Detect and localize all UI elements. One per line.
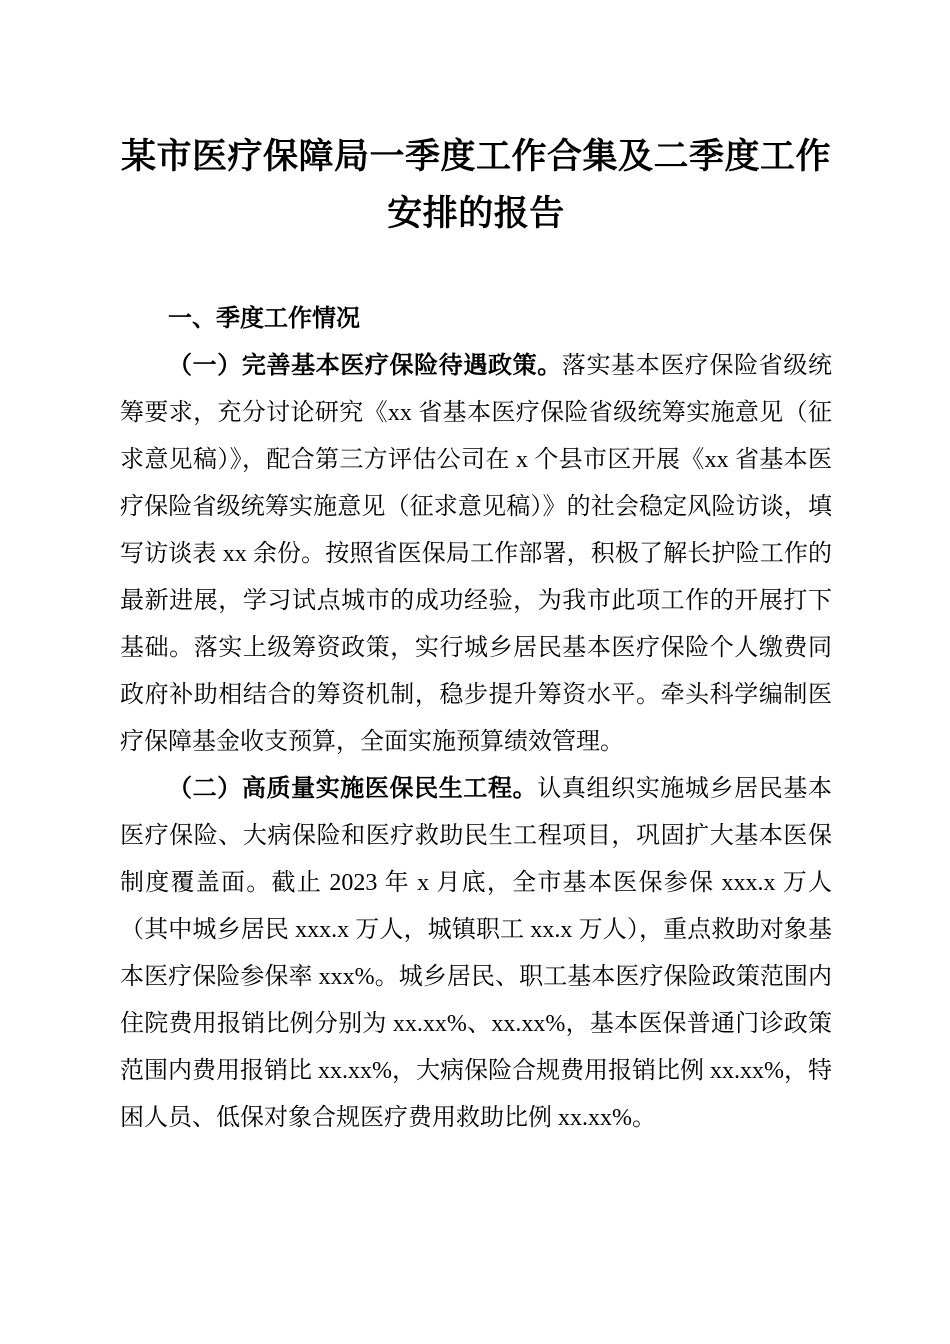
paragraph-1-lead: （一）完善基本医疗保险待遇政策。 [168, 353, 562, 379]
paragraph-2 [120, 766, 832, 1142]
paragraph-2-lead: （二）高质量实施医保民生工程。 [168, 776, 538, 802]
paragraph-1-text: 落实基本医疗保险省级统筹要求，充分讨论研究《xx 省基本医疗保险省级统筹实施意见（征求意见稿）》，配合第三方评估公司在 x 个县市区开展《xx 省基本医疗保险省级统筹实施意见（征求意见稿）》的社会稳定风险访谈，填写访谈表 xx 余份。按照省医保局工作部署，积极了解长护险工作的最新进展，学习试点城市的成功经验，为我市此项工作的开展打下基础。落实上级筹资政策，实行城乡居民基本医疗保险个人缴费同政府补助相结合的筹资机制，稳步提升筹资水平。牵头科学编制医疗保障基金收支预算，全面实施预算绩效管理。 [120, 353, 833, 755]
paragraph-2-text: 认真组织实施城乡居民基本医疗保险、大病保险和医疗救助民生工程项目，巩固扩大基本医保制度覆盖面。截止 2023 年 x 月底，全市基本医保参保 xxx.x 万人（其中城乡居民 xxx.x 万人，城镇职工 xx.x 万人），重点救助对象基本医疗保险参保率 xxx%。城乡居民、职工基本医疗保险政策范围内住院费用报销比例分别为 xx.xx%、xx.xx%，基本医保普通门诊政策范围内费用报销比 xx.xx%，大病保险合规费用报销比例 xx.xx%，特困人员、低保对象合规医疗费用救助比例 xx.xx%。 [120, 776, 833, 1131]
paragraph-1 [120, 343, 832, 766]
document-body [120, 296, 832, 1142]
document-title: 某市医疗保障局一季度工作合集及二季度工作安排的报告 [120, 137, 831, 233]
section-heading: 一、季度工作情况 [168, 306, 360, 332]
